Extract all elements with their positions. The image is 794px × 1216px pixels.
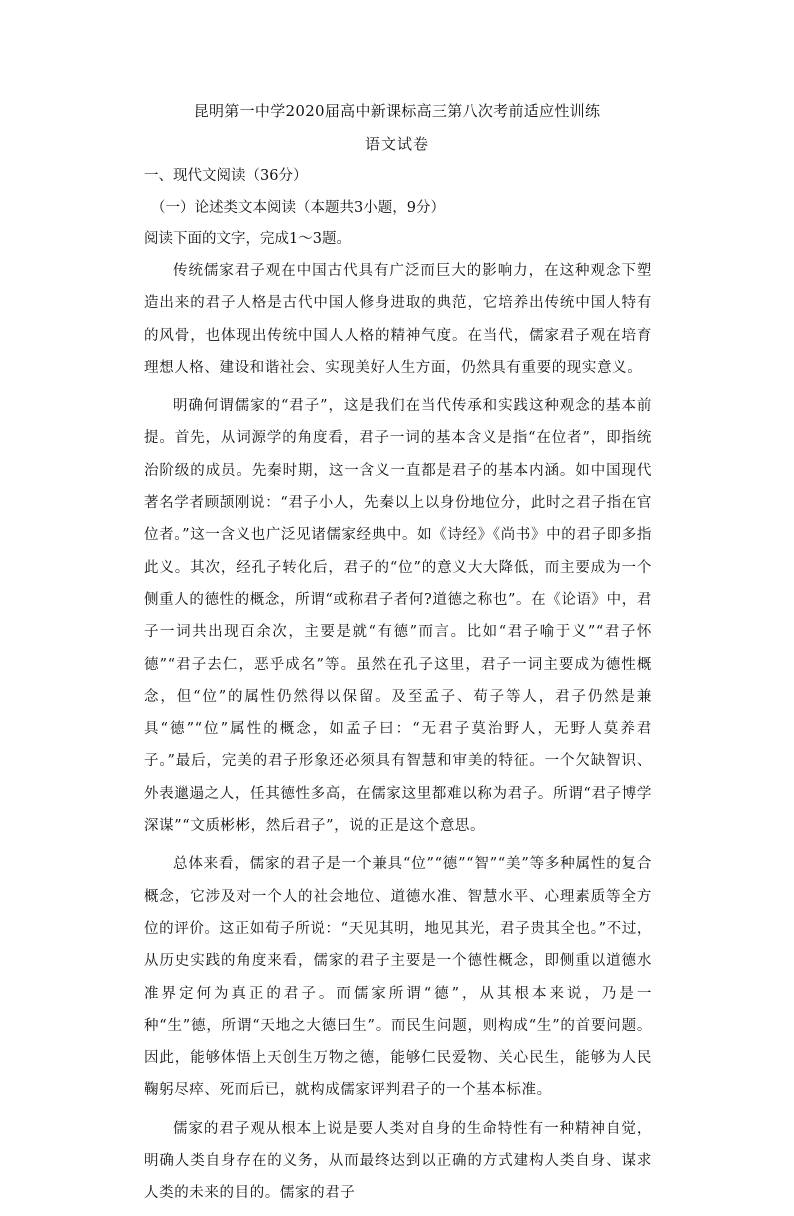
subsection-heading: （一）论述类文本阅读（本题共3小题，9分） bbox=[151, 200, 445, 216]
section-heading: 一、现代文阅读（36分） bbox=[144, 168, 308, 184]
exam-title: 昆明第一中学2020届高中新课标高三第八次考前适应性训练 bbox=[193, 102, 601, 120]
paragraph-2: 明确何谓儒家的“君子”，这是我们在当代传承和实践这种观念的基本前提。首先，从词源学的角度看，君子一词的基本含义是指“在位者”，即指统治阶级的成员。先秦时期，这一含义一直都是君子的基本内涵。如中国现代著名学者顾颉刚说：“君子小人，先秦以上以身份地位分，此时之君子指在官位者。”这一含义也广泛见诸儒家经典中。如《诗经》《尚书》中的君子即多指此义。其次，经孔子转化后，君子的“位”的意义大大降低，而主要成为一个侧重人的德性的概念，所谓“或称君子者何?道德之称也”。在《论语》中，君子一词共出现百余次，主要是就“有德”而言。比如“君子喻于义”“君子怀德”“君子去仁，恶乎成名”等。虽然在孔子这里，君子一词主要成为德性概念，但“位”的属性仍然得以保留。及至孟子、荀子等人，君子仍然是兼具“德”“位”属性的概念，如孟子曰：“无君子莫治野人，无野人莫养君子。”最后，完美的君子形象还必须具有智慧和审美的特征。一个欠缺智识、外表邋遢之人，任其德性多高，在儒家这里都难以称为君子。所谓“君子博学深谋”“文质彬彬，然后君子”，说的正是这个意思。 bbox=[144, 398, 652, 835]
exam-subtitle: 语文试卷 bbox=[364, 135, 429, 153]
passage-body bbox=[144, 255, 652, 1216]
reading-instruction: 阅读下面的文字，完成1～3题。 bbox=[144, 231, 351, 247]
paragraph-4: 儒家的君子观从根本上说是要人类对自身的生命特性有一种精神自觉，明确人类自身存在的义务，从而最终达到以正确的方式建构人类自身、谋求人类的未来的目的。儒家的君子 bbox=[144, 1120, 652, 1202]
paragraph-3: 总体来看，儒家的君子是一个兼具“位”“德”“智”“美”等多种属性的复合概念，它涉及对一个人的社会地位、道德水准、智慧水平、心理素质等全方位的评价。这正如荀子所说：“天见其明，地见其光，君子贵其全也。”不过，从历史实践的角度来看，儒家的君子主要是一个德性概念，即侧重以道德水准界定何为真正的君子。而儒家所谓“德”，从其根本来说，乃是一种“生”德，所谓“天地之大德曰生”。而民生问题，则构成“生”的首要问题。因此，能够体悟上天创生万物之德，能够仁民爱物、关心民生，能够为人民鞠躬尽瘁、死而后已，就构成儒家评判君子的一个基本标准。 bbox=[144, 856, 652, 1099]
paragraph-1: 传统儒家君子观在中国古代具有广泛而巨大的影响力，在这种观念下塑造出来的君子人格是古代中国人修身进取的典范，它培养出传统中国人特有的风骨，也体现出传统中国人人格的精神气度。在当代，儒家君子观在培育理想人格、建设和谐社会、实现美好人生方面，仍然具有重要的现实意义。 bbox=[144, 263, 652, 376]
